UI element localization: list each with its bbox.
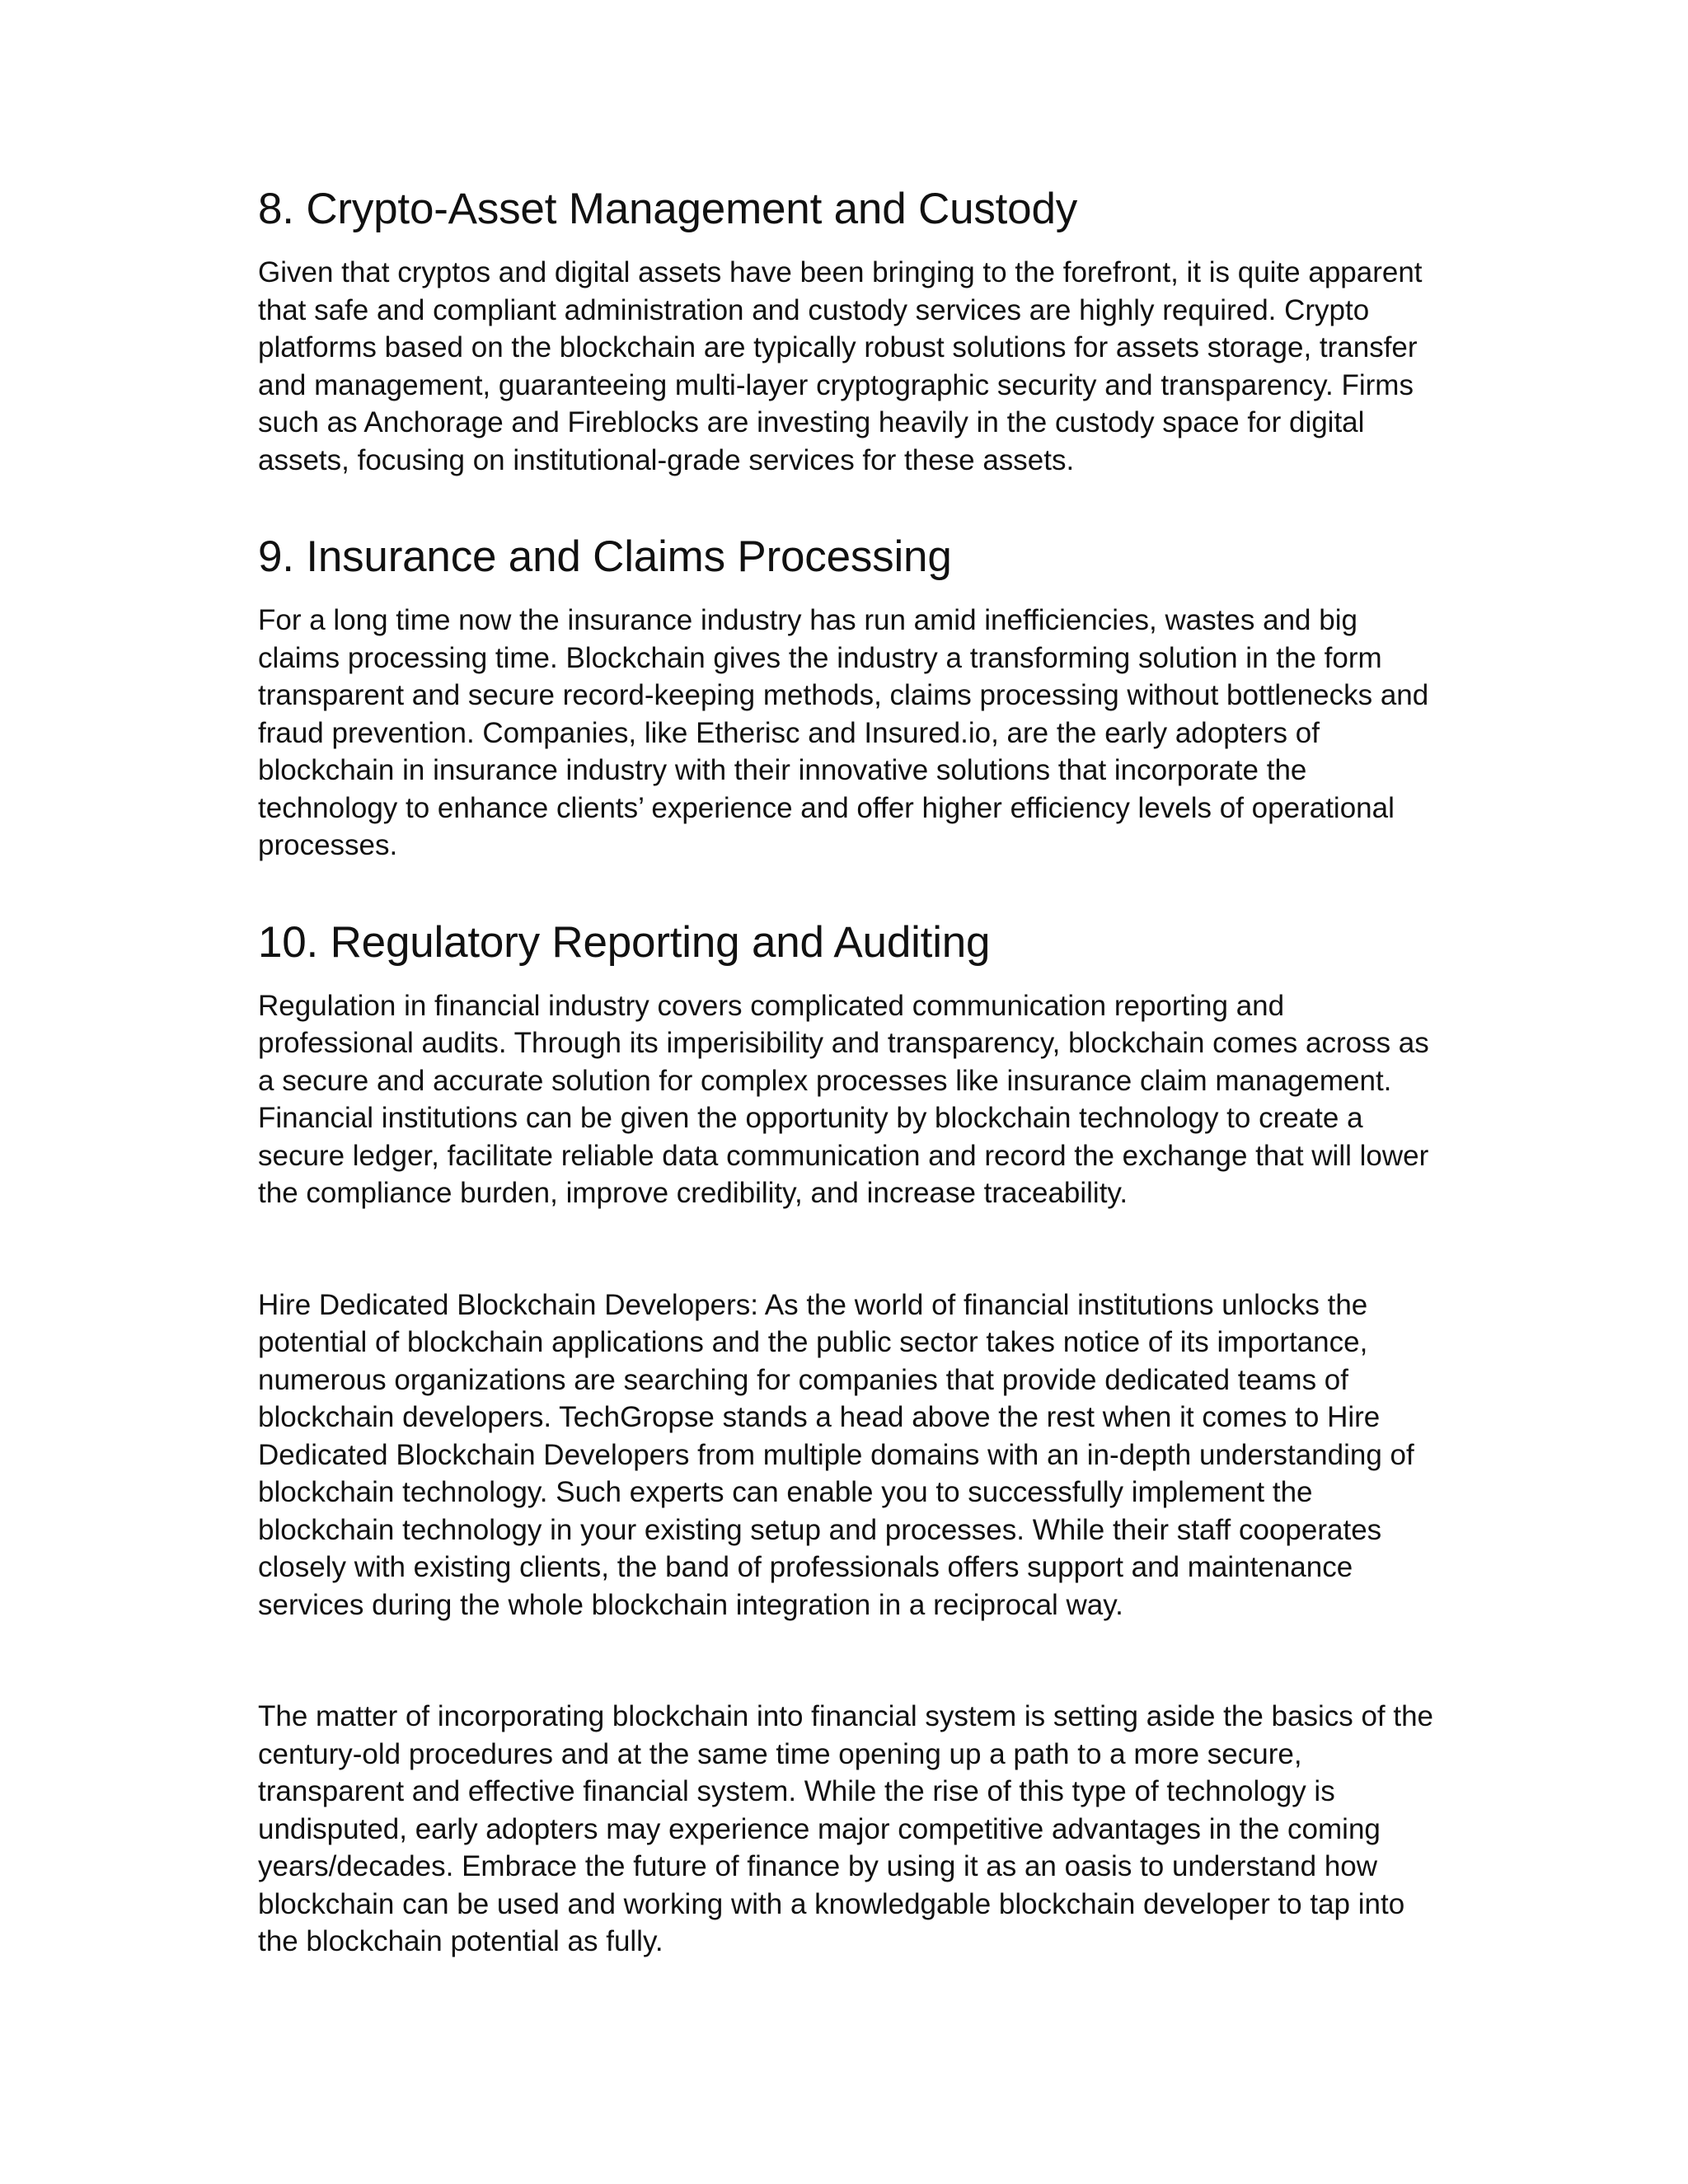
section-body-crypto-asset-management: Given that cryptos and digital assets have been bringing to the forefront, it is quite apparent that safe and compliant administration and custody services are highly required. Crypto platforms based on the blockchain are typically robust solutions for assets storage, transfer and management, guaranteeing multi-layer cryptographic security and transparency. Firms such as Anchorage and Fireblocks are investing heavily in the custody space for digital assets, focusing on institutional-grade services for these assets.	[258, 256, 1423, 476]
document-content	[258, 183, 1437, 1961]
section-body-insurance-claims: For a long time now the insurance industry has run amid inefficiencies, wastes and big claims processing time. Blockchain gives the industry a transforming solution in the form transparent and secure record-keeping methods, claims processing without bottlenecks and fraud prevention. Companies, like Etherisc and Insured.io, are the early adopters of blockchain in insurance industry with their innovative solutions that incorporate the technology to enhance clients’ experience and offer higher efficiency levels of operational processes.	[258, 604, 1429, 861]
section-body-regulatory-reporting: Regulation in financial industry covers complicated communication reporting and professional audits. Through its imperisibility and transparency, blockchain comes across as a secure and accurate solution for complex processes like insurance claim management. Financial institutions can be given the opportunity by blockchain technology to create a secure ledger, facilitate reliable data communication and record the exchange that will lower the compliance burden, improve credibility, and increase traceability.	[258, 989, 1429, 1209]
section-heading-regulatory-reporting: 10. Regulatory Reporting and Auditing	[258, 917, 991, 967]
hire-developers-paragraph: Hire Dedicated Blockchain Developers: As the world of financial institutions unlocks the potential of blockchain applications and the public sector takes notice of its importance, numerous organizations are searching for companies that provide dedicated teams of blockchain developers. TechGropse stands a head above the rest when it comes to Hire Dedicated Blockchain Developers from multiple domains with an in-depth understanding of blockchain technology. Such experts can enable you to successfully implement the blockchain technology in your existing setup and processes. While their staff cooperates closely with existing clients, the band of professionals offers support and maintenance services during the whole blockchain integration in a reciprocal way.	[258, 1288, 1414, 1621]
section-heading-insurance-claims: 9. Insurance and Claims Processing	[258, 532, 952, 581]
conclusion-paragraph: The matter of incorporating blockchain into financial system is setting aside the basics of the century-old procedures and at the same time opening up a path to a more secure, transparent and effective financial system. While the rise of this type of technology is undisputed, early adopters may experience major competitive advantages in the coming years/decades. Embrace the future of finance by using it as an oasis to understand how blockchain can be used and working with a knowledgable blockchain developer to tap into the blockchain potential as fully.	[258, 1700, 1434, 1957]
section-heading-crypto-asset-management: 8. Crypto-Asset Management and Custody	[258, 185, 1078, 233]
